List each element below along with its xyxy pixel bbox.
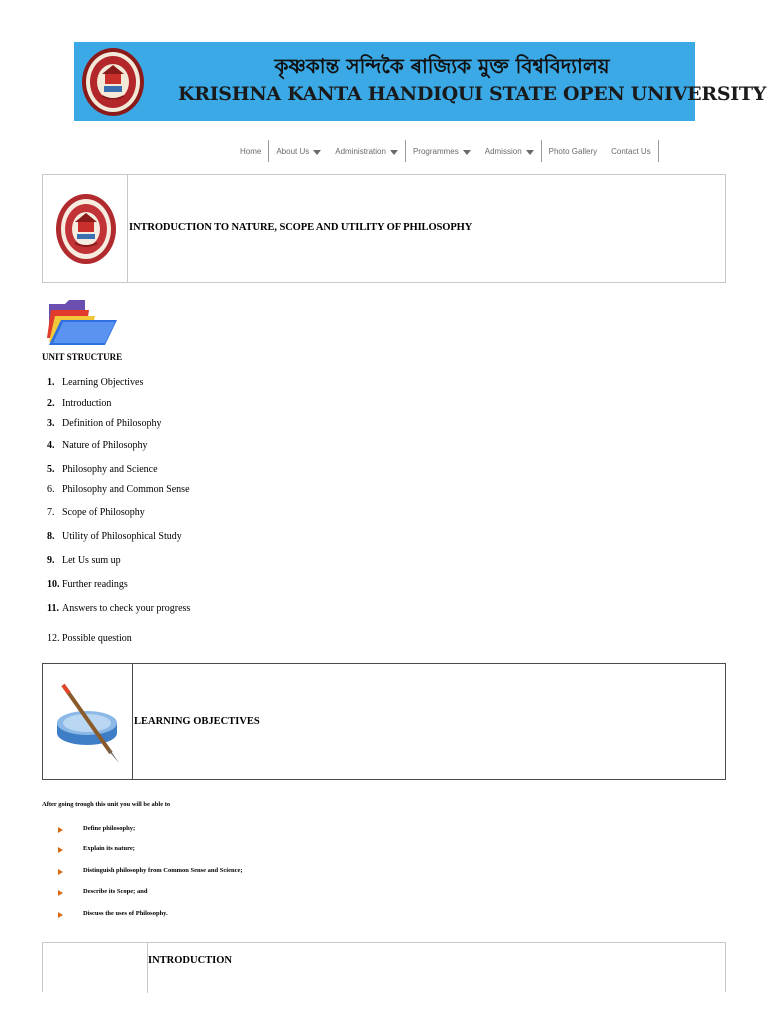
list-label: Utility of Philosophical Study xyxy=(62,531,182,542)
compass-icon xyxy=(49,679,129,765)
chevron-down-icon xyxy=(463,150,471,155)
list-item xyxy=(58,864,243,876)
list-item xyxy=(47,579,128,590)
list-item xyxy=(47,377,143,388)
nav-item-administration[interactable] xyxy=(328,140,406,162)
objective-text: Define philosophy; xyxy=(83,824,136,832)
nav-label: Admission xyxy=(484,146,522,156)
arrow-bullet-icon xyxy=(58,912,63,918)
list-number: 9. xyxy=(47,555,55,566)
university-seal-icon xyxy=(80,46,146,118)
chevron-down-icon xyxy=(526,150,534,155)
unit-structure-heading: UNIT STRUCTURE xyxy=(42,352,123,362)
university-banner xyxy=(74,42,766,121)
objective-text: Describe its Scope; and xyxy=(83,887,148,895)
introduction-heading: INTRODUCTION xyxy=(148,955,233,966)
list-item xyxy=(58,822,135,834)
list-label: Philosophy and Science xyxy=(62,464,158,475)
learning-objectives-panel xyxy=(42,663,726,780)
divider xyxy=(132,664,133,780)
list-item xyxy=(47,555,121,566)
university-seal-icon xyxy=(55,193,117,265)
list-item xyxy=(47,531,182,542)
list-item xyxy=(47,507,145,518)
chevron-down-icon xyxy=(313,150,321,155)
list-item xyxy=(47,440,148,451)
list-number: 3. xyxy=(47,418,55,429)
main-nav xyxy=(232,140,659,162)
nav-item-admission[interactable] xyxy=(478,140,542,162)
list-label: Introduction xyxy=(62,398,112,409)
arrow-bullet-icon xyxy=(58,827,63,833)
page-title: INTRODUCTION TO NATURE, SCOPE AND UTILITY OF PHILOSOPHY xyxy=(129,222,473,233)
list-number: 6. xyxy=(47,484,55,495)
list-label: Nature of Philosophy xyxy=(62,440,148,451)
list-item xyxy=(58,885,147,897)
divider xyxy=(127,175,128,283)
list-label: Philosophy and Common Sense xyxy=(62,484,190,495)
arrow-bullet-icon xyxy=(58,869,63,875)
objective-text: Distinguish philosophy from Common Sense and Science; xyxy=(83,866,243,874)
nav-item-contact-us[interactable] xyxy=(604,140,659,162)
list-label: Possible question xyxy=(62,633,132,644)
list-label: Definition of Philosophy xyxy=(62,418,162,429)
title-panel xyxy=(42,174,726,283)
arrow-bullet-icon xyxy=(58,890,63,896)
list-number: 10. xyxy=(47,579,60,590)
list-label: Scope of Philosophy xyxy=(62,507,145,518)
list-item xyxy=(58,842,135,854)
list-item xyxy=(58,907,168,919)
list-item xyxy=(47,603,190,614)
list-item xyxy=(47,633,132,644)
divider xyxy=(147,943,148,993)
list-number: 11. xyxy=(47,603,59,614)
banner-title-bengali: কৃষ্ণকান্ত সন্দিকৈ ৰাজ্যিক মুক্ত বিশ্ববিদ্যালয় xyxy=(274,54,610,78)
list-label: Learning Objectives xyxy=(62,377,144,388)
list-number: 4. xyxy=(47,440,55,451)
learning-objectives-heading: LEARNING OBJECTIVES xyxy=(134,716,260,727)
arrow-bullet-icon xyxy=(58,847,63,853)
list-number: 7. xyxy=(47,507,55,518)
intro-sentence: After going trough this unit you will be able to xyxy=(42,801,171,808)
nav-label: Contact Us xyxy=(611,146,651,156)
chevron-down-icon xyxy=(390,150,398,155)
banner-title-english: KRISHNA KANTA HANDIQUI STATE OPEN UNIVERSITY xyxy=(178,83,766,105)
list-label: Answers to check your progress xyxy=(62,603,191,614)
nav-label: Home xyxy=(240,146,262,156)
list-item xyxy=(47,398,111,409)
nav-item-about-us[interactable] xyxy=(269,140,328,162)
list-number: 12. xyxy=(47,633,60,644)
list-item xyxy=(47,418,161,429)
nav-item-photo-gallery[interactable] xyxy=(542,140,604,162)
nav-label: About Us xyxy=(276,146,310,156)
objective-text: Discuss the uses of Philosophy. xyxy=(83,909,168,917)
list-number: 1. xyxy=(47,377,55,388)
list-item xyxy=(47,484,190,495)
list-number: 2. xyxy=(47,398,55,409)
list-number: 8. xyxy=(47,531,55,542)
list-label: Further readings xyxy=(62,579,128,590)
introduction-panel xyxy=(42,942,726,992)
nav-label: Administration xyxy=(335,146,386,156)
list-label: Let Us sum up xyxy=(62,555,121,566)
list-item xyxy=(47,464,158,475)
nav-label: Programmes xyxy=(412,146,459,156)
objective-text: Explain its nature; xyxy=(83,844,135,852)
nav-item-programmes[interactable] xyxy=(406,140,478,162)
nav-label: Photo Gallery xyxy=(548,146,598,156)
folder-icon xyxy=(45,298,119,346)
nav-item-home[interactable] xyxy=(232,140,269,162)
list-number: 5. xyxy=(47,464,55,475)
